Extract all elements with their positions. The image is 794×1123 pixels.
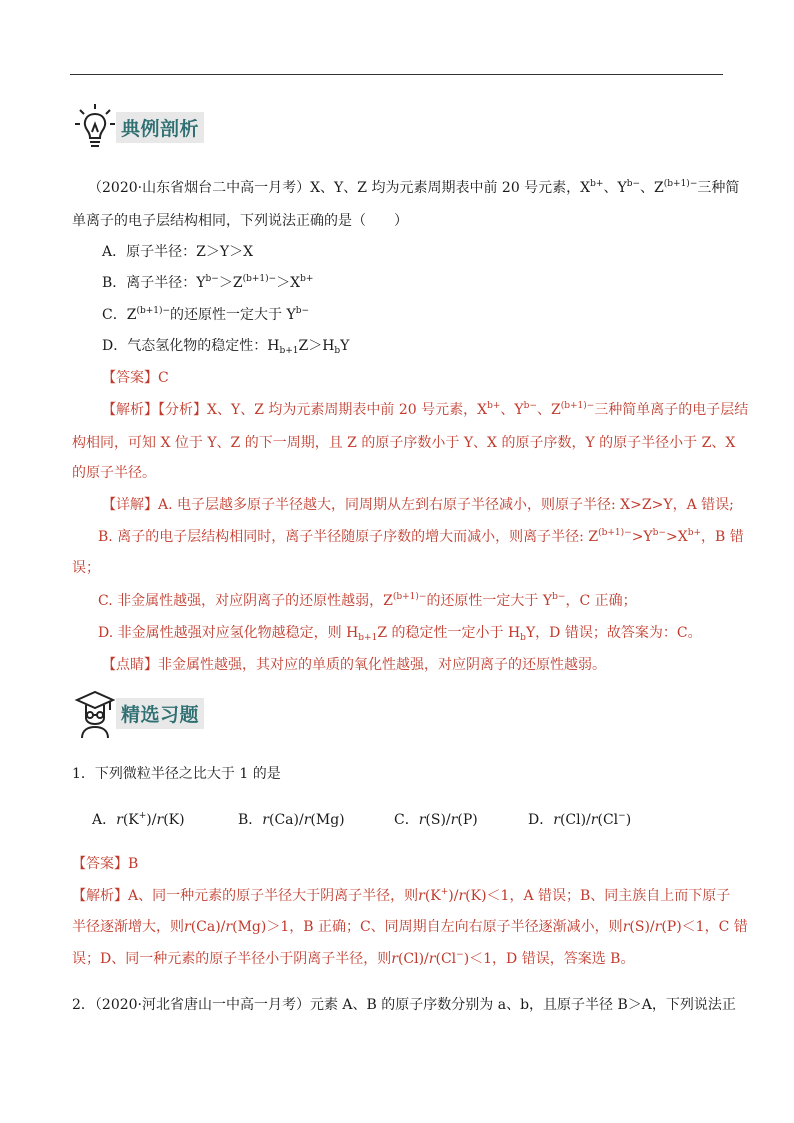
example-analysis-line1: 【解析】【分析】X、Y、Z 均为元素周期表中前 20 号元素，$X^{b+}$、$Y^{b-}$、$Z^{(b+1)-}$三种简单离子的电子层结 <box>102 401 749 418</box>
section-header-practice <box>74 688 204 740</box>
q1-option-b: B．r(Ca)/r(Mg) <box>238 812 345 828</box>
q1-analysis-line2: 半径逐渐增大，则r(Ca)/r(Mg)＞1，B 正确；C、同周期自左向右原子半径逐渐减小，则r(S)/r(P)＜1，C 错 <box>72 919 748 935</box>
lightbulb-icon <box>74 102 116 154</box>
example-answer: 【答案】C <box>102 370 169 386</box>
q1-option-c: C．r(S)/r(P) <box>394 812 478 828</box>
q1-analysis-line1: 【解析】A、同一种元素的原子半径大于阴离子半径，则r(K+)/r(K)＜1，A 错误；B、同主族自上而下原子 <box>72 887 731 904</box>
example-detail-line5: D. 非金属性越强对应氢化物越稳定，则 $H_{b+1}Z$ 的稳定性一定小于 $H_bY$，D 错误；故答案为：C。 <box>98 625 702 643</box>
q1-answer: 【答案】B <box>72 856 139 872</box>
example-option-a: A．原子半径：Z＞Y＞X <box>102 244 254 260</box>
example-detail-line2: B. 离子的电子层结构相同时，离子半径随原子序数的增大而减小，则离子半径: $Z^{(b+1)-}>Y^{b-}>X^{b+}$，B 错 <box>98 528 744 545</box>
student-icon <box>74 688 116 740</box>
top-rule <box>70 74 723 75</box>
example-analysis-line2: 构相同，可知 X 位于 Y、Z 的下一周期，且 Z 的原子序数小于 Y、X 的原子序数，Y 的原子半径小于 Z、X <box>72 435 736 451</box>
q1-stem: 1．下列微粒半径之比大于 1 的是 <box>72 766 281 782</box>
example-stem-line1: （2020·山东省烟台二中高一月考）X、Y、Z 均为元素周期表中前 20 号元素，$X^{b+}$、$Y^{b-}$、$Z^{(b+1)-}$三种简 <box>88 179 740 196</box>
section-header-example <box>74 102 204 154</box>
example-detail-line1: 【详解】A. 电子层越多原子半径越大，同周期从左到右原子半径减小，则原子半径: X>Z>Y，A 错误; <box>102 497 734 513</box>
example-detail-line4: C. 非金属性越强，对应阴离子的还原性越弱，$Z^{(b+1)-}$的还原性一定大于 $Y^{b-}$，C 正确； <box>98 592 637 609</box>
section-title-example: 典例剖析 <box>116 112 204 143</box>
q1-analysis-line3: 误；D、同一种元素的原子半径小于阴离子半径，则r(Cl)/r(Cl−)＜1，D 错误，答案选 B。 <box>72 950 635 967</box>
q1-option-a: A．r(K+)/r(K) <box>92 811 185 828</box>
example-analysis-line3: 的原子半径。 <box>72 465 156 481</box>
example-detail-line3: 误； <box>72 560 100 576</box>
example-option-d: D．气态氢化物的稳定性：$H_{b+1}Z>H_bY$ <box>102 338 350 356</box>
q2-stem: 2．（2020·河北省唐山一中高一月考）元素 A、B 的原子序数分别为 a、b，且原子半径 B＞A，下列说法正 <box>72 997 736 1013</box>
q1-option-d: D．r(Cl)/r(Cl−) <box>528 811 632 828</box>
example-option-b: B．离子半径：$Y^{b-}>Z^{(b+1)-}>X^{b+}$ <box>102 274 314 291</box>
example-option-c: C．$Z^{(b+1)-}$的还原性一定大于 $Y^{b-}$ <box>102 306 310 323</box>
example-tip: 【点睛】非金属性越强，其对应的单质的氧化性越强，对应阴离子的还原性越弱。 <box>102 657 606 673</box>
example-stem-line2: 单离子的电子层结构相同，下列说法正确的是（ ） <box>72 213 408 229</box>
section-title-practice: 精选习题 <box>116 698 204 729</box>
